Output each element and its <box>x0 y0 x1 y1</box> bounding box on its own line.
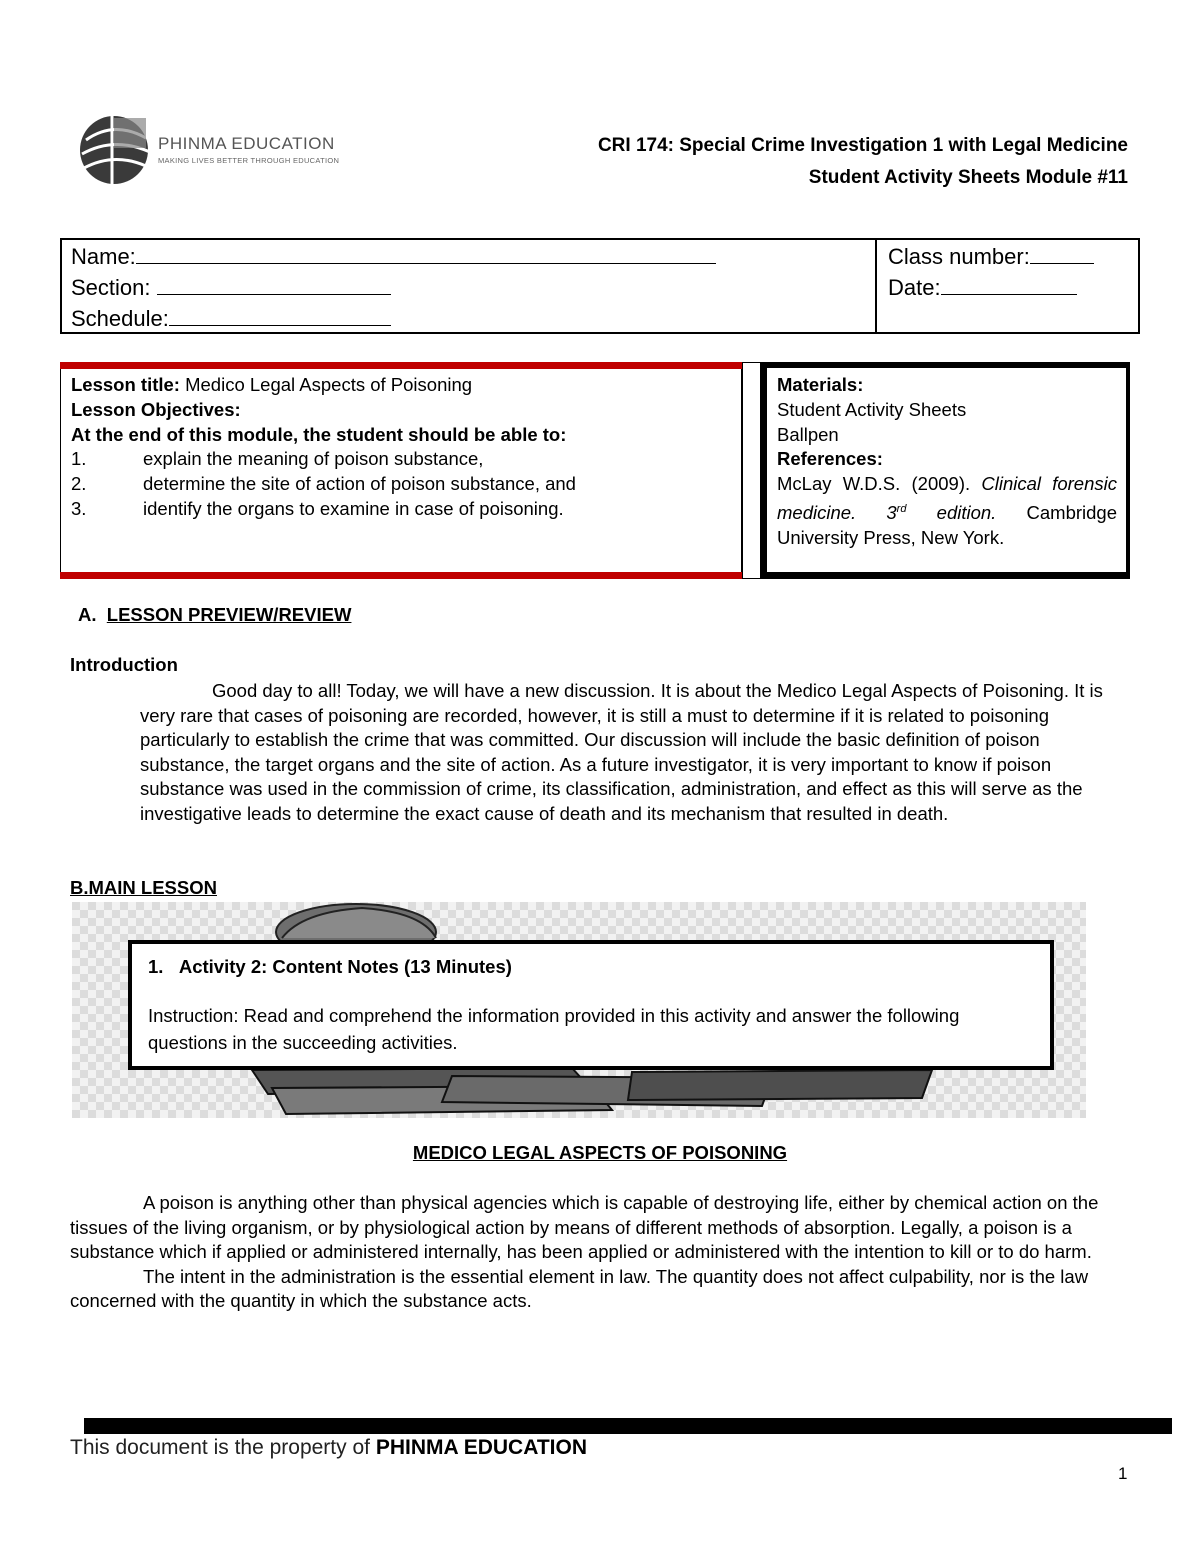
introduction-heading: Introduction <box>70 654 178 675</box>
schedule-blank[interactable] <box>169 305 391 326</box>
section-b-heading: B.MAIN LESSON <box>70 877 217 898</box>
reference-entry: McLay W.D.S. (2009). Clinical forensic medicine. 3rd edition. Cambridge University Press, New York. <box>777 473 1118 548</box>
class-number-blank[interactable] <box>1030 243 1094 264</box>
objective-item: 2. determine the site of action of poison substance, and <box>71 473 576 495</box>
footer-owner: PHINMA EDUCATION <box>375 1436 587 1459</box>
logo-name: PHINMA EDUCATION <box>158 134 335 153</box>
red-divider-bottom <box>60 572 742 579</box>
box-separator <box>742 362 766 579</box>
red-divider-top <box>60 362 742 369</box>
name-label: Name: <box>71 244 136 269</box>
objectives-label: Lesson Objectives: <box>71 398 241 420</box>
black-divider-top <box>766 362 1130 368</box>
activity-instruction: Instruction: Read and comprehend the information provided in this activity and answer the following questions in the succeeding activities. <box>148 1005 960 1053</box>
activity-box <box>128 940 1054 1070</box>
material-item: Student Activity Sheets <box>777 398 967 420</box>
materials-label: Materials: <box>777 374 864 395</box>
section-a-title: LESSON PREVIEW/REVIEW <box>106 604 352 625</box>
schedule-field[interactable] <box>71 304 391 334</box>
module-line: Student Activity Sheets Module #11 <box>808 167 1128 188</box>
black-divider-right <box>1126 362 1130 579</box>
references-label: References: <box>777 448 883 470</box>
objective-item: 1. explain the meaning of poison substance, <box>71 448 484 470</box>
section-a-heading <box>78 604 351 626</box>
date-field[interactable] <box>888 273 1077 303</box>
footer-text <box>70 1436 587 1460</box>
body-paragraph: The intent in the administration is the essential element in law. The quantity does not affect culpability, nor is the law concerned with the quantity in which the substance acts. <box>70 1265 1089 1312</box>
section-label: Section: <box>71 275 151 300</box>
page-number: 1 <box>1118 1464 1128 1483</box>
main-lesson-title: MEDICO LEGAL ASPECTS OF POISONING <box>412 1142 788 1163</box>
objectives-intro: At the end of this module, the student should be able to: <box>71 423 567 445</box>
logo-tagline: MAKING LIVES BETTER THROUGH EDUCATION <box>158 156 340 165</box>
schedule-label: Schedule: <box>71 306 169 331</box>
lesson-title-label: Lesson title: <box>71 374 180 395</box>
objective-item: 3. identify the organs to examine in case of poisoning. <box>71 497 564 519</box>
name-blank[interactable] <box>136 243 716 264</box>
phinma-logo <box>76 110 348 188</box>
footer-bar <box>84 1418 1172 1434</box>
footer-prefix: This document is the property of <box>70 1436 370 1459</box>
materials-box <box>766 362 1130 579</box>
document-header-title <box>598 130 1128 194</box>
materials-content <box>777 373 1117 551</box>
student-info-left <box>62 240 877 332</box>
student-info-box <box>60 238 1140 334</box>
black-divider-bottom <box>766 572 1130 579</box>
course-line: CRI 174: Special Crime Investigation 1 with Legal Medicine <box>597 135 1128 156</box>
date-label: Date: <box>888 275 941 300</box>
date-blank[interactable] <box>941 274 1077 295</box>
class-number-label: Class number: <box>888 244 1030 269</box>
lesson-box <box>60 362 742 579</box>
logo-globe-icon <box>76 110 156 188</box>
lesson-content <box>71 373 576 522</box>
section-field[interactable] <box>71 273 391 303</box>
main-lesson-body <box>70 1191 1132 1314</box>
section-blank[interactable] <box>157 274 391 295</box>
class-number-field[interactable] <box>888 242 1094 272</box>
body-paragraph: A poison is anything other than physical agencies which is capable of destroying life, either by chemical action on the tissues of the living organism, or by physiological action by means of different methods of absorption. Legally, a poison is a substance which if applied or administered internally, has been applied or administered with the intention to kill or to do harm. <box>70 1192 1099 1263</box>
section-a-letter: A. <box>78 604 97 625</box>
introduction-paragraph: Good day to all! Today, we will have a new discussion. It is about the Medico Legal Aspects of Poisoning. It is very rare that cases of poisoning are recorded, however, it is still a must to determine if it is related to poisoning particularly to establish the crime that was committed. Our discussion will include the basic definition of poison substance, the target organs and the site of action. As a future investigator, it is very important to know if poison substance was used in the commission of crime, its classification, administration, and effect as this will serve as the investigative leads to determine the exact cause of death and its mechanism that resulted in death. <box>140 680 1103 824</box>
activity-title: 1. Activity 2: Content Notes (13 Minutes) <box>148 956 512 977</box>
name-field[interactable] <box>71 242 716 272</box>
material-item: Ballpen <box>777 423 839 445</box>
lesson-title-value: Medico Legal Aspects of Poisoning <box>185 374 473 395</box>
